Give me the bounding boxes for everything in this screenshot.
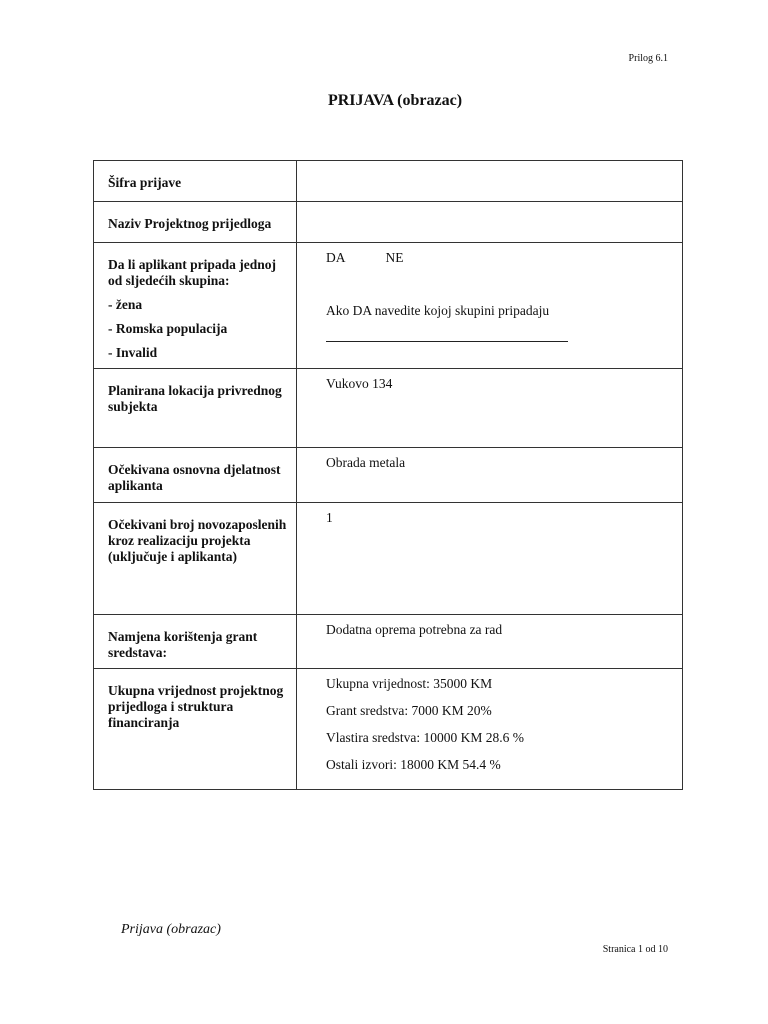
lokacija-value: Vukovo 134 [297, 369, 683, 448]
group-list [108, 297, 290, 361]
fin-own: Vlastira sredstva: 10000 KM 28.6 % [326, 730, 524, 745]
page-title: PRIJAVA (obrazac) [327, 92, 463, 109]
namjena-value: Dodatna oprema potrebna za rad [297, 615, 683, 669]
djelatnost-value: Obrada metala [297, 448, 683, 503]
fin-grant: Grant sredstva: 7000 KM 20% [326, 703, 492, 718]
table-row [94, 503, 683, 615]
table-row [94, 369, 683, 448]
group-item-zena: - žena [108, 297, 143, 312]
group-label: Da li aplikant pripada jednoj od sljedećih skupina: [108, 257, 277, 288]
group-answer-line[interactable] [326, 331, 568, 342]
option-da[interactable]: DA [326, 250, 346, 265]
group-cell [94, 243, 297, 369]
naziv-label: Naziv Projektnog prijedloga [94, 202, 297, 243]
table-row [94, 448, 683, 503]
lokacija-label: Planirana lokacija privrednog subjekta [94, 369, 297, 448]
group-note: Ako DA navedite kojoj skupini pripadaju [326, 303, 550, 318]
footer-doc-title: Prijava (obrazac) [121, 922, 221, 937]
attachment-label: Prilog 6.1 [628, 53, 668, 64]
djelatnost-label: Očekivana osnovna djelatnost aplikanta [94, 448, 297, 503]
fin-other: Ostali izvori: 18000 KM 54.4 % [326, 757, 501, 772]
fin-total: Ukupna vrijednost: 35000 KM [326, 676, 493, 691]
naziv-field[interactable] [297, 202, 683, 243]
group-item-invalid: - Invalid [108, 345, 158, 360]
table-row [94, 243, 683, 369]
ukupna-label: Ukupna vrijednost projektnog prijedloga i struktura financiranja [94, 669, 297, 790]
sifra-field[interactable] [297, 161, 683, 202]
broj-value: 1 [297, 503, 683, 615]
table-row [94, 202, 683, 243]
group-item-romska: - Romska populacija [108, 321, 228, 336]
broj-label: Očekivani broj novozaposlenih kroz realizaciju projekta (uključuje i aplikanta) [94, 503, 297, 615]
sifra-label: Šifra prijave [94, 161, 297, 202]
option-ne[interactable]: NE [385, 250, 404, 265]
namjena-label: Namjena korištenja grant sredstava: [94, 615, 297, 669]
table-row [94, 161, 683, 202]
application-form-table [93, 160, 683, 790]
table-row [94, 615, 683, 669]
page-number: Stranica 1 od 10 [602, 944, 668, 955]
yes-no-options [326, 250, 674, 266]
financing-cell [297, 669, 683, 790]
table-row [94, 669, 683, 790]
group-answer-cell [297, 243, 683, 369]
